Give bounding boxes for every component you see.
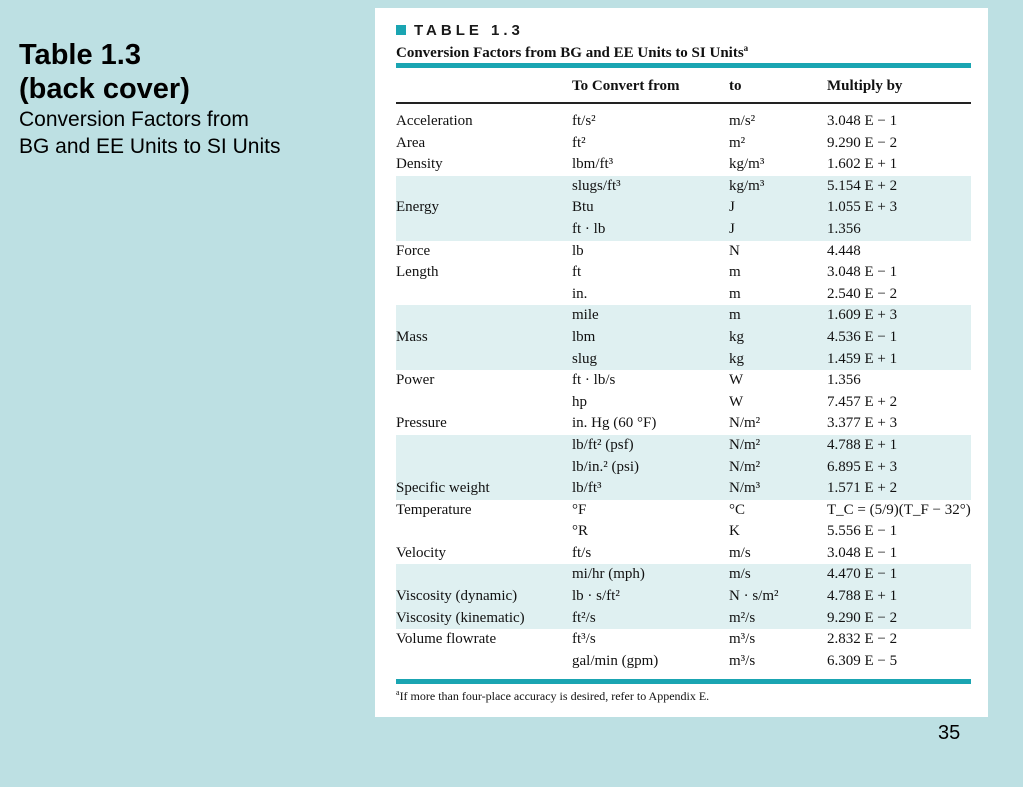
table-row	[396, 413, 971, 435]
table-row	[396, 284, 971, 306]
cell-convert-from: lb/ft³	[572, 480, 602, 497]
cell-convert-from: °F	[572, 501, 587, 518]
cell-quantity: Specific weight	[396, 480, 490, 497]
table-label-text: TABLE 1.3	[414, 22, 524, 39]
cell-multiply-by: 9.290 E − 2	[827, 609, 898, 626]
table-row	[396, 262, 971, 284]
cell-multiply-by: 5.556 E − 1	[827, 523, 898, 540]
cell-to: kg	[729, 350, 744, 367]
cell-to: m/s	[729, 566, 751, 583]
cell-convert-from: mi/hr (mph)	[572, 566, 645, 583]
table-row	[396, 241, 971, 263]
table-row	[396, 651, 971, 673]
cell-quantity: Mass	[396, 328, 428, 345]
cell-to: N/m²	[729, 458, 761, 475]
table-panel	[375, 8, 988, 717]
table-row	[396, 478, 971, 500]
cell-multiply-by: 5.154 E + 2	[827, 177, 898, 194]
table-row	[396, 435, 971, 457]
table-row	[396, 608, 971, 630]
cell-to: m/s²	[729, 113, 756, 129]
cell-to: m/s	[729, 544, 751, 561]
cell-to: m	[729, 285, 741, 302]
cell-to: kg/m³	[729, 156, 765, 173]
cell-convert-from: in. Hg (60 °F)	[572, 415, 657, 432]
cell-multiply-by: 1.602 E + 1	[827, 156, 898, 173]
cell-convert-from: lb/ft² (psf)	[572, 436, 634, 453]
table-row	[396, 133, 971, 155]
cell-multiply-by: 1.356	[827, 372, 861, 389]
table-row	[396, 327, 971, 349]
cell-convert-from: lb · s/ft²	[572, 588, 620, 605]
cell-quantity: Acceleration	[396, 113, 473, 129]
table-row	[396, 370, 971, 392]
cell-convert-from: lbm	[572, 328, 596, 345]
cell-quantity: Viscosity (kinematic)	[396, 609, 525, 626]
cell-multiply-by: 7.457 E + 2	[827, 393, 898, 410]
table-label	[396, 22, 524, 39]
cell-convert-from: lb/in.² (psi)	[572, 458, 639, 475]
cell-to: K	[729, 523, 740, 540]
cell-multiply-by: T_C = (5/9)(T_F − 32°)	[827, 501, 971, 518]
cell-to: N/m³	[729, 480, 761, 497]
table-row	[396, 197, 971, 219]
cell-quantity: Energy	[396, 199, 440, 216]
cell-to: m³/s	[729, 631, 756, 648]
cell-quantity: Force	[396, 242, 431, 259]
table-row	[396, 305, 971, 327]
header-multiply-by: Multiply by	[827, 78, 903, 94]
cell-quantity: Density	[396, 156, 443, 173]
table-row	[396, 176, 971, 198]
cell-multiply-by: 1.356	[827, 220, 861, 237]
cell-convert-from: mile	[572, 307, 599, 324]
bottom-rule	[396, 679, 971, 684]
cell-multiply-by: 3.048 E − 1	[827, 544, 898, 561]
table-footnote	[396, 688, 709, 704]
cell-to: J	[729, 220, 735, 237]
cell-convert-from: ft³/s	[572, 631, 596, 648]
cell-quantity: Area	[396, 134, 426, 151]
footnote-text: If more than four-place accuracy is desired, refer to Appendix E.	[399, 689, 710, 703]
cell-multiply-by: 4.788 E + 1	[827, 436, 898, 453]
table-row	[396, 500, 971, 522]
cell-quantity: Pressure	[396, 415, 447, 432]
table-header	[396, 78, 971, 102]
cell-quantity: Velocity	[396, 544, 446, 561]
cell-to: m	[729, 307, 741, 324]
header-rule	[396, 102, 971, 104]
cell-multiply-by: 3.377 E + 3	[827, 415, 898, 432]
cell-multiply-by: 1.609 E + 3	[827, 307, 898, 324]
cell-multiply-by: 6.895 E + 3	[827, 458, 898, 475]
table-caption-text: Conversion Factors from BG and EE Units to SI Units	[396, 45, 744, 61]
cell-multiply-by: 1.571 E + 2	[827, 480, 898, 497]
table-row	[396, 154, 971, 176]
cell-multiply-by: 4.536 E − 1	[827, 328, 898, 345]
cell-convert-from: °R	[572, 523, 589, 540]
cell-convert-from: ft · lb	[572, 220, 606, 237]
header-convert-from: To Convert from	[572, 78, 680, 94]
cell-to: kg	[729, 328, 744, 345]
cell-multiply-by: 1.055 E + 3	[827, 199, 898, 216]
top-rule	[396, 63, 971, 68]
cell-quantity: Temperature	[396, 501, 472, 518]
cell-convert-from: lb	[572, 242, 584, 259]
cell-multiply-by: 4.448	[827, 242, 861, 259]
cell-convert-from: ft²/s	[572, 609, 596, 626]
caption-footnote-mark: a	[743, 43, 749, 53]
cell-to: N/m²	[729, 415, 761, 432]
cell-to: m³/s	[729, 652, 756, 669]
cell-to: °C	[729, 501, 746, 518]
table-caption	[396, 43, 748, 62]
square-bullet-icon	[396, 25, 406, 35]
cell-multiply-by: 2.540 E − 2	[827, 285, 898, 302]
cell-multiply-by: 4.470 E − 1	[827, 566, 898, 583]
table-row	[396, 392, 971, 414]
subtitle-line-1: Conversion Factors from	[19, 108, 249, 131]
cell-to: W	[729, 393, 744, 410]
cell-to: N · s/m²	[729, 588, 779, 605]
table-body	[396, 111, 971, 672]
cell-convert-from: ft/s²	[572, 113, 596, 129]
cell-multiply-by: 9.290 E − 2	[827, 134, 898, 151]
table-row	[396, 349, 971, 371]
cell-multiply-by: 3.048 E − 1	[827, 264, 898, 281]
cell-convert-from: in.	[572, 285, 588, 302]
cell-convert-from: hp	[572, 393, 587, 410]
table-row	[396, 111, 971, 133]
table-row	[396, 219, 971, 241]
cell-convert-from: ft	[572, 264, 582, 281]
table-row	[396, 543, 971, 565]
slide-title	[19, 38, 359, 160]
cell-quantity: Power	[396, 372, 435, 389]
page-number: 35	[938, 722, 961, 744]
cell-convert-from: slug	[572, 350, 598, 367]
footnote-mark: a	[396, 688, 400, 697]
subtitle-line-2: BG and EE Units to SI Units	[19, 135, 281, 158]
cell-to: N/m²	[729, 436, 761, 453]
cell-multiply-by: 4.788 E + 1	[827, 588, 898, 605]
cell-convert-from: ft²	[572, 134, 586, 151]
cell-convert-from: lbm/ft³	[572, 156, 614, 173]
cell-convert-from: Btu	[572, 199, 594, 216]
table-row	[396, 586, 971, 608]
cell-to: N	[729, 242, 740, 259]
cell-multiply-by: 2.832 E − 2	[827, 631, 898, 648]
cell-to: J	[729, 199, 735, 216]
cell-to: m	[729, 264, 741, 281]
cell-convert-from: ft · lb/s	[572, 372, 616, 389]
cell-to: m²	[729, 134, 746, 151]
cell-to: W	[729, 372, 744, 389]
cell-quantity: Length	[396, 264, 439, 281]
table-row	[396, 457, 971, 479]
cell-convert-from: ft/s	[572, 544, 592, 561]
table-row	[396, 629, 971, 651]
cell-convert-from: slugs/ft³	[572, 177, 621, 194]
table-row	[396, 564, 971, 586]
cell-multiply-by: 1.459 E + 1	[827, 350, 898, 367]
cell-quantity: Viscosity (dynamic)	[396, 588, 518, 605]
cell-multiply-by: 3.048 E − 1	[827, 113, 898, 129]
title-line-2: (back cover)	[19, 73, 190, 105]
cell-quantity: Volume flowrate	[396, 631, 497, 648]
cell-convert-from: gal/min (gpm)	[572, 652, 659, 669]
title-line-1: Table 1.3	[19, 39, 141, 71]
header-to: to	[729, 78, 742, 94]
table-row	[396, 521, 971, 543]
cell-to: kg/m³	[729, 177, 765, 194]
cell-multiply-by: 6.309 E − 5	[827, 652, 898, 669]
cell-to: m²/s	[729, 609, 756, 626]
